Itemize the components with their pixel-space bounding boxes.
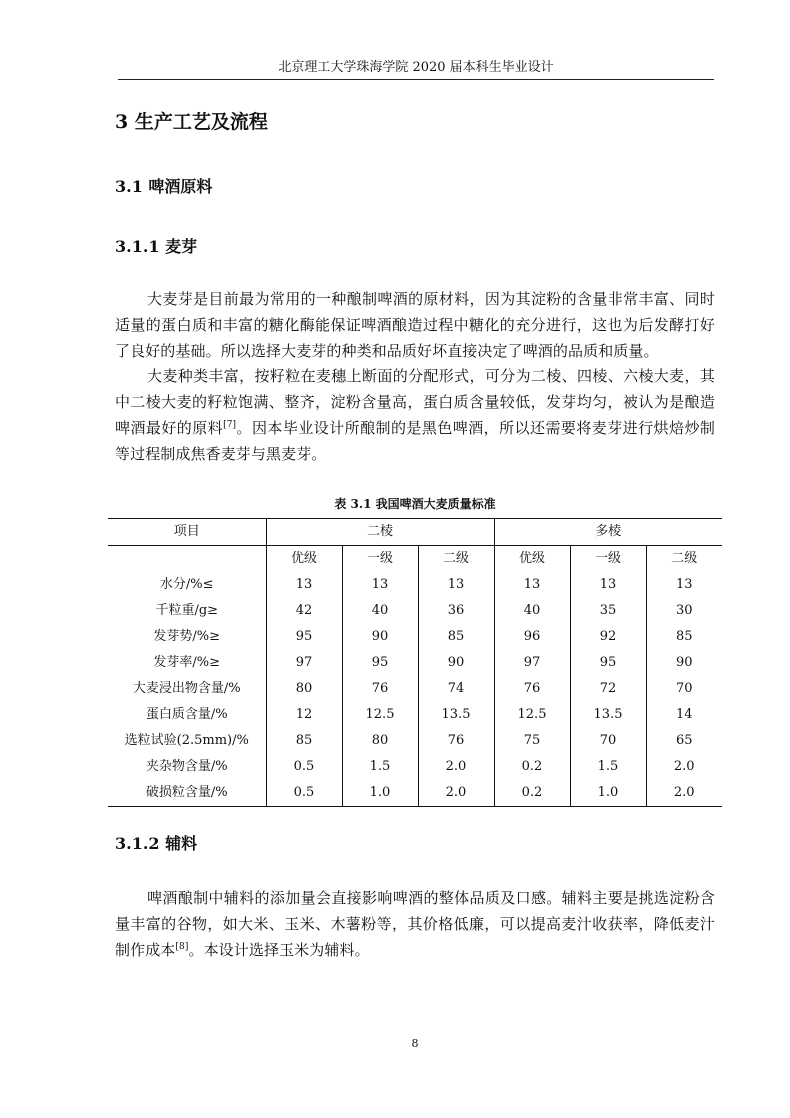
table-row xyxy=(108,702,722,728)
page-header: 北京理工大学珠海学院 2020 届本科生毕业设计 xyxy=(278,60,554,75)
table-cell: 13 xyxy=(494,572,570,598)
table-cell: 85 xyxy=(266,728,342,754)
table-row xyxy=(108,728,722,754)
table-row xyxy=(108,780,722,807)
table-cell: 13 xyxy=(570,572,646,598)
table-cell: 80 xyxy=(342,728,418,754)
table-cell: 97 xyxy=(266,650,342,676)
subsection-heading-adjunct: 3.1.2 辅料 xyxy=(115,834,198,853)
table-cell: 95 xyxy=(342,650,418,676)
table-cell: 80 xyxy=(266,676,342,702)
malt-paragraph-2-text: 大麦种类丰富，按籽粒在麦穗上断面的分配形式，可分为二棱、四棱、六棱大麦，其中二棱大麦的籽粒饱满、整齐，淀粉含量高，蛋白质含量较低，发芽均匀，被认为是酿造啤酒最好的原料 xyxy=(115,367,715,437)
table-cell: 76 xyxy=(342,676,418,702)
table-cell: 85 xyxy=(418,624,494,650)
table-cell: 0.2 xyxy=(494,780,570,807)
table-cell: 13.5 xyxy=(418,702,494,728)
table-cell: 65 xyxy=(646,728,722,754)
table-cell: 97 xyxy=(494,650,570,676)
row-label: 发芽势/%≥ xyxy=(153,629,221,644)
table-cell: 13 xyxy=(342,572,418,598)
group-header-multi-row: 多棱 xyxy=(494,519,722,546)
table-cell: 92 xyxy=(570,624,646,650)
table-cell: 95 xyxy=(266,624,342,650)
table-row xyxy=(108,650,722,676)
grade-header: 优级 xyxy=(266,546,342,573)
table-cell: 2.0 xyxy=(646,754,722,780)
subsection-heading-malt: 3.1.1 麦芽 xyxy=(115,237,198,256)
table-cell: 96 xyxy=(494,624,570,650)
row-label: 选粒试验(2.5mm)/% xyxy=(124,733,249,748)
table-caption: 表 3.1 我国啤酒大麦质量标准 xyxy=(334,497,496,511)
grade-header: 二级 xyxy=(646,546,722,573)
table-cell: 2.0 xyxy=(418,754,494,780)
table-cell: 74 xyxy=(418,676,494,702)
table-cell: 0.5 xyxy=(266,780,342,807)
chapter-heading: 3 生产工艺及流程 xyxy=(115,111,268,133)
table-row xyxy=(108,572,722,598)
row-label: 发芽率/%≥ xyxy=(153,655,221,670)
group-header-two-row: 二棱 xyxy=(266,519,494,546)
table-grade-row xyxy=(108,546,722,573)
malt-paragraph-2 xyxy=(115,363,715,467)
table-cell: 1.5 xyxy=(342,754,418,780)
table-cell: 13.5 xyxy=(570,702,646,728)
table-cell: 75 xyxy=(494,728,570,754)
table-cell: 42 xyxy=(266,598,342,624)
table-cell: 76 xyxy=(418,728,494,754)
adjunct-paragraph-text-cont: 。本设计选择玉米为辅料。 xyxy=(188,941,370,959)
table-row xyxy=(108,754,722,780)
table-cell: 30 xyxy=(646,598,722,624)
table-cell: 40 xyxy=(494,598,570,624)
row-label: 夹杂物含量/% xyxy=(145,759,228,774)
table-cell: 0.5 xyxy=(266,754,342,780)
table-cell: 36 xyxy=(418,598,494,624)
row-label: 破损粒含量/% xyxy=(108,780,266,807)
grade-header: 二级 xyxy=(418,546,494,573)
table-cell: 13 xyxy=(646,572,722,598)
table-cell: 12.5 xyxy=(494,702,570,728)
table-cell: 90 xyxy=(646,650,722,676)
table-cell: 14 xyxy=(646,702,722,728)
header-rule xyxy=(118,79,714,80)
table-cell: 1.5 xyxy=(570,754,646,780)
table-cell: 90 xyxy=(342,624,418,650)
table-cell: 72 xyxy=(570,676,646,702)
table-cell: 13 xyxy=(418,572,494,598)
table-cell: 85 xyxy=(646,624,722,650)
citation-ref-7: [7] xyxy=(223,420,237,430)
table-cell: 70 xyxy=(570,728,646,754)
table-cell: 2.0 xyxy=(646,780,722,807)
table-cell: 1.0 xyxy=(342,780,418,807)
malt-paragraph-2-text-cont: 。因本毕业设计所酿制的是黑色啤酒，所以还需要将麦芽进行烘焙炒制等过程制成焦香麦芽与黑麦芽。 xyxy=(115,419,715,463)
column-header-item: 项目 xyxy=(108,519,266,546)
row-label: 大麦浸出物含量/% xyxy=(132,681,241,696)
row-label: 千粒重/g≥ xyxy=(155,603,219,618)
table-row xyxy=(108,624,722,650)
grade-header: 一级 xyxy=(342,546,418,573)
table-cell: 2.0 xyxy=(418,780,494,807)
table-cell: 0.2 xyxy=(494,754,570,780)
table-cell: 70 xyxy=(646,676,722,702)
section-heading: 3.1 啤酒原料 xyxy=(115,177,213,196)
table-header-row xyxy=(108,519,722,546)
citation-ref-8: [8] xyxy=(175,942,189,952)
table-row xyxy=(108,676,722,702)
malt-paragraph-1: 大麦芽是目前最为常用的一种酿制啤酒的原材料，因为其淀粉的含量非常丰富、同时适量的蛋白质和丰富的糖化酶能保证啤酒酿造过程中糖化的充分进行，这也为后发酵打好了良好的基础。所以选择大麦芽的种类和品质好坏直接决定了啤酒的品质和质量。 xyxy=(115,290,715,360)
table-cell: 12.5 xyxy=(342,702,418,728)
row-label: 水分/%≤ xyxy=(159,577,214,592)
table-cell: 76 xyxy=(494,676,570,702)
grade-row-blank-cell xyxy=(108,546,266,573)
table-cell: 13 xyxy=(266,572,342,598)
table-cell: 95 xyxy=(570,650,646,676)
table-cell: 1.0 xyxy=(570,780,646,807)
adjunct-paragraph xyxy=(115,885,715,963)
adjunct-paragraph-text: 啤酒酿制中辅料的添加量会直接影响啤酒的整体品质及口感。辅料主要是挑选淀粉含量丰富的谷物，如大米、玉米、木薯粉等，其价格低廉，可以提高麦汁收获率，降低麦汁制作成本 xyxy=(115,889,715,959)
barley-quality-table xyxy=(108,518,722,807)
row-label: 蛋白质含量/% xyxy=(145,707,228,722)
table-cell: 90 xyxy=(418,650,494,676)
table-cell: 40 xyxy=(342,598,418,624)
grade-header: 一级 xyxy=(570,546,646,573)
page-number: 8 xyxy=(411,1037,419,1050)
grade-header: 优级 xyxy=(494,546,570,573)
table-row xyxy=(108,598,722,624)
table-cell: 12 xyxy=(266,702,342,728)
table-cell: 35 xyxy=(570,598,646,624)
